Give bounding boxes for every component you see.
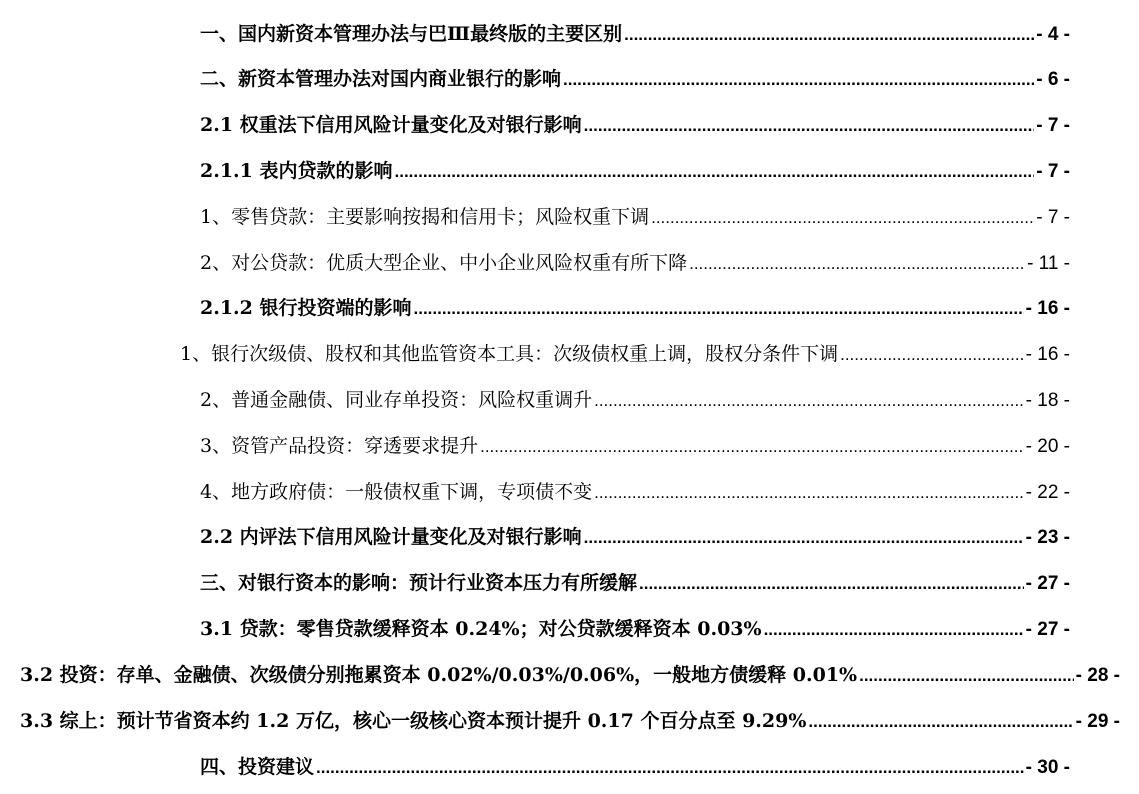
- toc-entry[interactable]: [200, 385, 1070, 415]
- toc-leader-dots: [689, 249, 1025, 279]
- toc-entry-page: - 11 -: [1027, 253, 1070, 274]
- toc-entry-page: - 29 -: [1075, 711, 1120, 732]
- toc-leader-dots: [624, 20, 1034, 50]
- toc-entry-title: 二、新资本管理办法对国内商业银行的影响: [200, 68, 562, 90]
- toc-entry-title: 1、银行次级债、股权和其他监管资本工具：次级债权重上调，股权分条件下调: [180, 343, 839, 365]
- toc-entry-page: - 20 -: [1025, 436, 1070, 457]
- toc-entry-title: 2、对公贷款：优质大型企业、中小企业风险权重有所下降: [200, 252, 688, 274]
- toc-entry[interactable]: [200, 614, 1070, 644]
- toc-leader-dots: [316, 753, 1024, 783]
- toc-entry[interactable]: [200, 110, 1070, 140]
- toc-entry-page: - 27 -: [1025, 619, 1070, 640]
- toc-leader-dots: [563, 65, 1034, 95]
- toc-entry[interactable]: [200, 522, 1070, 552]
- toc-entry-title: 三、对银行资本的影响：预计行业资本压力有所缓解: [200, 572, 638, 594]
- toc-entry[interactable]: [200, 477, 1070, 507]
- toc-leader-dots: [584, 523, 1024, 553]
- toc-leader-dots: [651, 203, 1034, 233]
- toc-entry-title: 2.1.1 表内贷款的影响: [200, 160, 393, 182]
- toc-entry-title: 2.2 内评法下信用风险计量变化及对银行影响: [200, 526, 582, 548]
- toc-entry-page: - 30 -: [1025, 757, 1070, 778]
- toc-entry-title: 3.3 综上：预计节省资本约 1.2 万亿，核心一级核心资本预计提升 0.17 个百分点至 9.29%: [20, 710, 807, 732]
- toc-entry-title: 3.1 贷款：零售贷款缓释资本 0.24%；对公贷款缓释资本 0.03%: [200, 618, 762, 640]
- toc-leader-dots: [395, 157, 1035, 187]
- toc-entry-title: 3.2 投资：存单、金融债、次级债分别拖累资本 0.02%/0.03%/0.06%，一般地方债缓释 0.01%: [20, 664, 858, 686]
- toc-entry-title: 2.1 权重法下信用风险计量变化及对银行影响: [200, 114, 582, 136]
- toc-entry-page: - 18 -: [1025, 390, 1070, 411]
- toc-entry[interactable]: [200, 202, 1070, 232]
- toc-entry-title: 1、零售贷款：主要影响按揭和信用卡；风险权重下调: [200, 206, 650, 228]
- toc-leader-dots: [414, 294, 1024, 324]
- toc-entry-title: 3、资管产品投资：穿透要求提升: [200, 435, 479, 457]
- toc-entry[interactable]: [200, 568, 1070, 598]
- toc-entry-title: 2.1.2 银行投资端的影响: [200, 297, 412, 319]
- toc-entry-page: - 6 -: [1036, 69, 1070, 90]
- toc-entry-page: - 23 -: [1025, 527, 1070, 548]
- toc-entry-page: - 7 -: [1036, 115, 1070, 136]
- toc-entry-page: - 28 -: [1075, 665, 1120, 686]
- toc-leader-dots: [764, 615, 1024, 645]
- toc-entry[interactable]: [20, 660, 1120, 690]
- toc-entry-page: - 7 -: [1036, 161, 1070, 182]
- toc-entry-page: - 27 -: [1025, 573, 1070, 594]
- toc-entry-page: - 4 -: [1036, 24, 1070, 45]
- toc-entry-page: - 16 -: [1025, 344, 1070, 365]
- toc-leader-dots: [808, 707, 1073, 737]
- toc-entry-title: 四、投资建议: [200, 756, 315, 778]
- toc-entry-title: 2、普通金融债、同业存单投资：风险权重调升: [200, 389, 593, 411]
- toc-entry-page: - 16 -: [1025, 298, 1070, 319]
- toc-entry-page: - 7 -: [1036, 207, 1070, 228]
- toc-leader-dots: [840, 340, 1024, 370]
- toc-entry[interactable]: [200, 19, 1070, 49]
- toc-leader-dots: [594, 478, 1024, 508]
- toc-entry[interactable]: [180, 339, 1070, 369]
- toc-leader-dots: [584, 111, 1035, 141]
- toc-entry-page: - 22 -: [1025, 482, 1070, 503]
- toc-entry-title: 一、国内新资本管理办法与巴Ⅲ最终版的主要区别: [200, 23, 623, 45]
- toc-entry[interactable]: [200, 752, 1070, 782]
- toc-leader-dots: [639, 569, 1024, 599]
- toc-entry[interactable]: [20, 706, 1120, 736]
- toc-leader-dots: [480, 432, 1024, 462]
- toc-entry[interactable]: [200, 431, 1070, 461]
- toc-leader-dots: [859, 661, 1074, 691]
- toc-entry[interactable]: [200, 64, 1070, 94]
- toc-entry[interactable]: [200, 156, 1070, 186]
- toc-entry[interactable]: [200, 248, 1070, 278]
- toc-entry-title: 4、地方政府债：一般债权重下调，专项债不变: [200, 481, 593, 503]
- toc-entry[interactable]: [200, 293, 1070, 323]
- toc-leader-dots: [594, 386, 1024, 416]
